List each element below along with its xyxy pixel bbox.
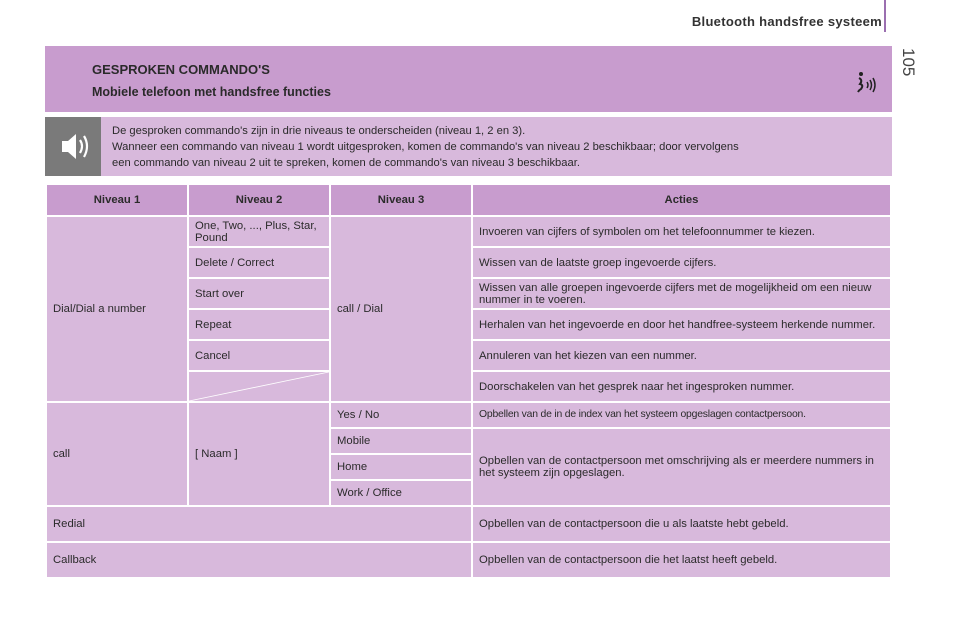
section-title: GESPROKEN COMMANDO'S: [92, 62, 270, 77]
table-row: [47, 217, 890, 246]
voice-command-icon: [852, 70, 878, 96]
level2-cell: Delete / Correct: [189, 248, 329, 277]
action-cell: Wissen van de laatste groep ingevoerde cijfers.: [473, 248, 890, 277]
level3-cell: call / Dial: [331, 217, 471, 401]
level3-cell: Home: [331, 455, 471, 479]
action-cell: Doorschakelen van het gesprek naar het ingesproken nummer.: [473, 372, 890, 401]
table-row: [47, 403, 890, 427]
table-row: [47, 543, 890, 577]
level2-cell: Repeat: [189, 310, 329, 339]
action-cell: Annuleren van het kiezen van een nummer.: [473, 341, 890, 370]
level2-cell: [ Naam ]: [189, 403, 329, 505]
voice-commands-table: [45, 183, 892, 579]
table-header-row: [47, 185, 890, 215]
column-header: Acties: [473, 185, 890, 215]
diagonal-strike: [189, 372, 329, 401]
level3-cell: Yes / No: [331, 403, 471, 427]
header-title: Bluetooth handsfree systeem: [691, 14, 882, 29]
action-cell: Herhalen van het ingevoerde en door het handfree-systeem herkende nummer.: [473, 310, 890, 339]
section-band: [45, 46, 892, 112]
page-number: 105: [899, 48, 918, 77]
column-header: Niveau 1: [47, 185, 187, 215]
level1-cell: Callback: [47, 543, 471, 577]
level1-cell: Redial: [47, 507, 471, 541]
intro-text: [112, 123, 882, 171]
action-cell: Opbellen van de contactpersoon die het laatst heeft gebeld.: [473, 543, 890, 577]
section-subtitle: Mobiele telefoon met handsfree functies: [92, 85, 331, 99]
level3-cell: Mobile: [331, 429, 471, 453]
intro-line-3: een commando van niveau 2 uit te spreken, komen de commando's van niveau 3 beschikbaar.: [112, 157, 580, 169]
level2-cell: Cancel: [189, 341, 329, 370]
column-header: Niveau 3: [331, 185, 471, 215]
intro-line-2: Wanneer een commando van niveau 1 wordt uitgesproken, komen de commando's van niveau 2 beschikbaar; door vervolgens: [112, 141, 739, 153]
level1-cell: Dial/Dial a number: [47, 217, 187, 401]
level3-cell: Work / Office: [331, 481, 471, 505]
action-cell: Opbellen van de in de index van het systeem opgeslagen contactpersoon.: [473, 403, 890, 427]
level1-cell: call: [47, 403, 187, 505]
header-divider: [884, 0, 886, 32]
intro-icon-box: [45, 117, 101, 176]
action-cell: Wissen van alle groepen ingevoerde cijfers met de mogelijkheid om een nieuw nummer in te voeren.: [473, 279, 890, 308]
column-header: Niveau 2: [189, 185, 329, 215]
speaker-sound-icon: [45, 117, 101, 176]
action-cell: Opbellen van de contactpersoon die u als laatste hebt gebeld.: [473, 507, 890, 541]
action-cell: Opbellen van de contactpersoon met omschrijving als er meerdere nummers in het systeem zijn opgeslagen.: [473, 429, 890, 505]
intro-line-1: De gesproken commando's zijn in drie niveaus te onderscheiden (niveau 1, 2 en 3).: [112, 125, 526, 137]
table-row: [47, 507, 890, 541]
action-cell: Invoeren van cijfers of symbolen om het telefoonnummer te kiezen.: [473, 217, 890, 246]
empty-level2-cell: [189, 372, 329, 401]
level2-cell: One, Two, ..., Plus, Star, Pound: [189, 217, 329, 246]
level2-cell: Start over: [189, 279, 329, 308]
